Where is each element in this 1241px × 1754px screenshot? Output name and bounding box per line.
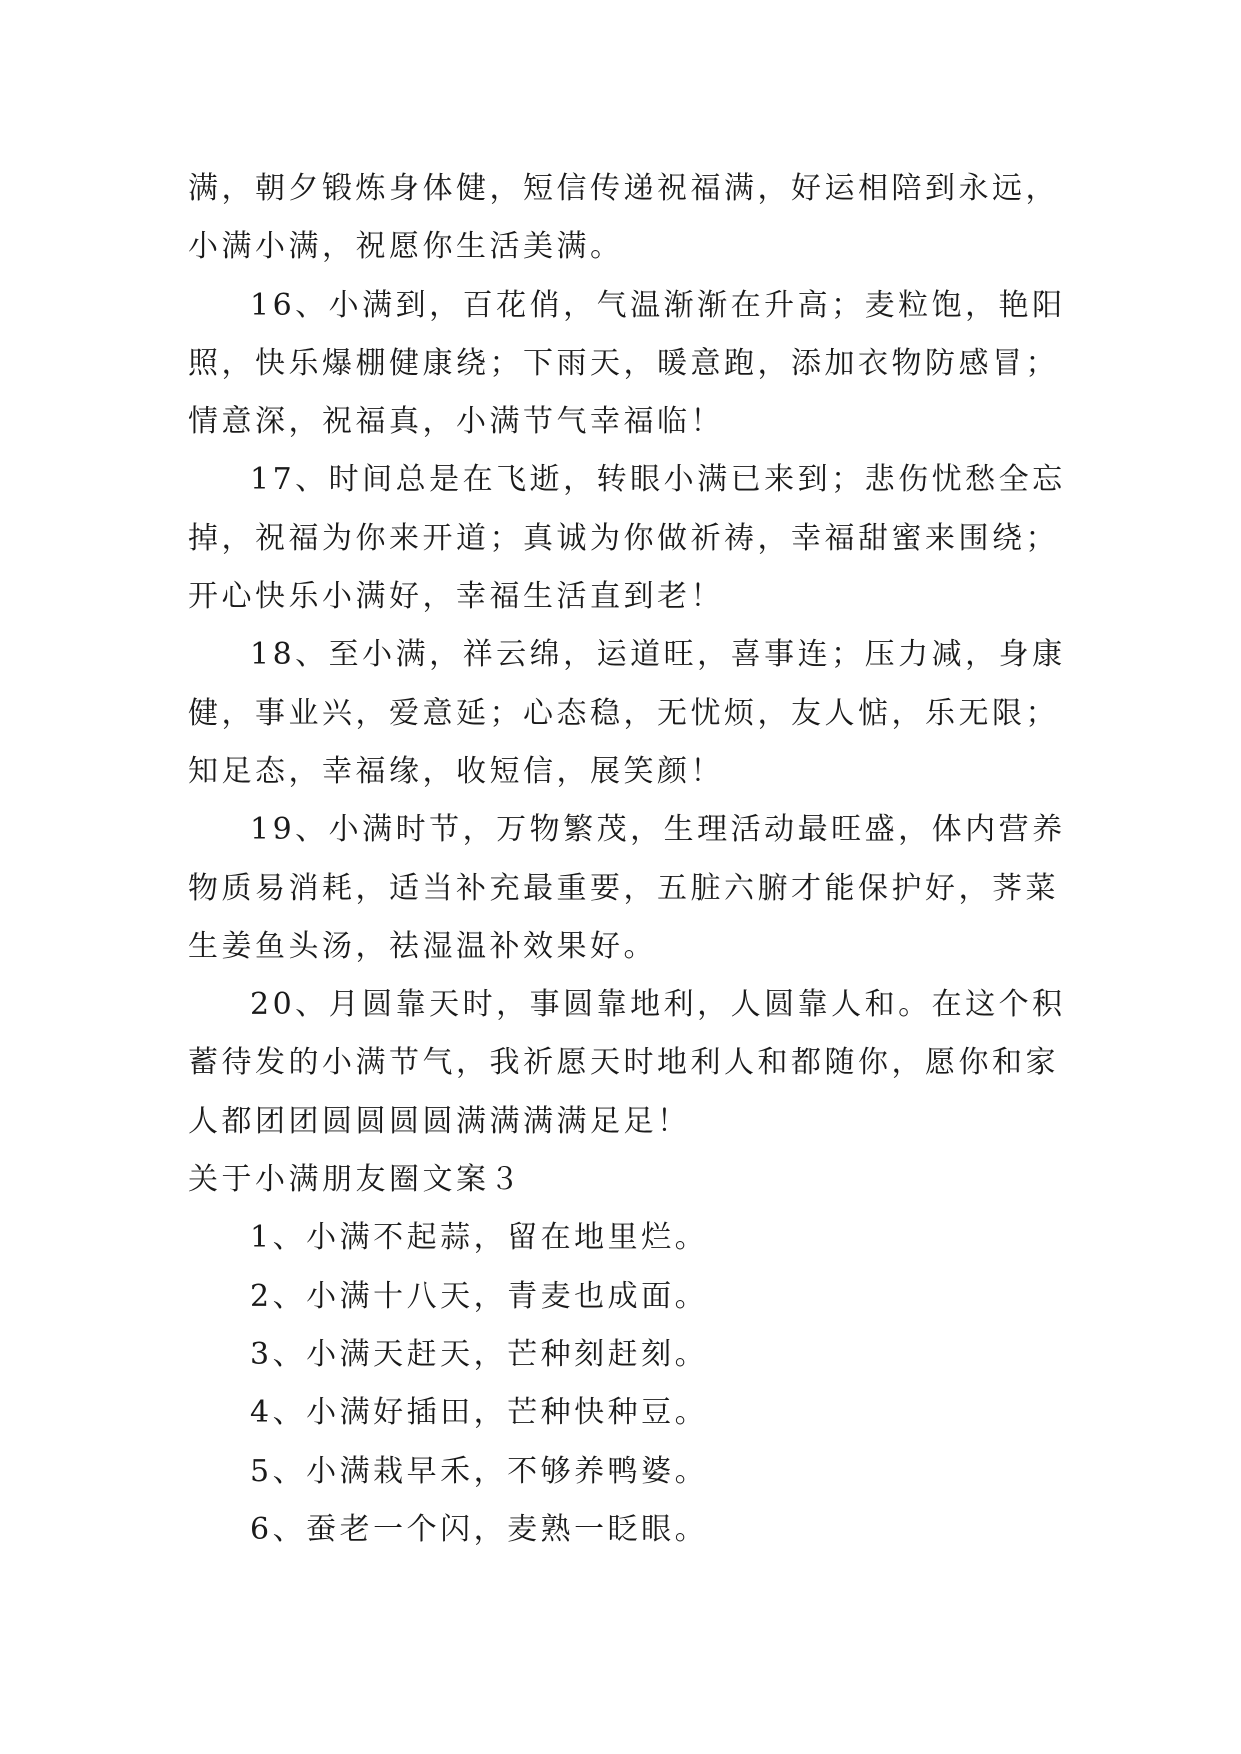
text-line: 生姜鱼头汤，祛湿温补效果好。	[188, 928, 657, 964]
list-item: 4、小满好插田，芒种快种豆。	[250, 1395, 709, 1431]
paragraph-18-line: 18、至小满，祥云绵，运道旺，喜事连；压力减，身康	[250, 637, 1066, 673]
list-item: 2、小满十八天，青麦也成面。	[250, 1278, 709, 1314]
text-line: 蓄待发的小满节气，我祈愿天时地利人和都随你，愿你和家	[188, 1045, 1059, 1081]
text-line: 小满小满，祝愿你生活美满。	[188, 229, 624, 265]
list-item: 1、小满不起蒜，留在地里烂。	[250, 1220, 709, 1256]
text-line: 情意深，祝福真，小满节气幸福临！	[188, 404, 724, 440]
section-heading: 关于小满朋友圈文案３	[188, 1162, 523, 1198]
text-line: 开心快乐小满好，幸福生活直到老！	[188, 579, 724, 615]
paragraph-20-line: 20、月圆靠天时，事圆靠地利，人圆靠人和。在这个积	[250, 987, 1066, 1023]
text-line: 满，朝夕锻炼身体健，短信传递祝福满，好运相陪到永远，	[188, 171, 1059, 206]
text-line: 人都团团圆圆圆圆满满满满足足！	[188, 1103, 691, 1139]
paragraph-17-line: 17、时间总是在飞逝，转眼小满已来到；悲伤忧愁全忘	[250, 462, 1066, 498]
list-item: 3、小满天赶天，芒种刻赶刻。	[250, 1336, 709, 1372]
document-body	[188, 160, 1066, 1559]
text-line: 健，事业兴，爱意延；心态稳，无忧烦，友人惦，乐无限；	[188, 695, 1059, 731]
paragraph-19-line: 19、小满时节，万物繁茂，生理活动最旺盛，体内营养	[250, 812, 1066, 848]
paragraph-16-line: 16、小满到，百花俏，气温渐渐在升高；麦粒饱，艳阳	[250, 287, 1066, 323]
list-item: 6、蚕老一个闪，麦熟一眨眼。	[250, 1511, 709, 1547]
text-line: 照，快乐爆棚健康绕；下雨天，暖意跑，添加衣物防感冒；	[188, 345, 1059, 381]
text-line: 物质易消耗，适当补充最重要，五脏六腑才能保护好，荠菜	[188, 870, 1059, 906]
text-line: 掉，祝福为你来开道；真诚为你做祈祷，幸福甜蜜来围绕；	[188, 520, 1059, 556]
list-item: 5、小满栽早禾，不够养鸭婆。	[250, 1453, 709, 1489]
text-line: 知足态，幸福缘，收短信，展笑颜！	[188, 753, 724, 789]
